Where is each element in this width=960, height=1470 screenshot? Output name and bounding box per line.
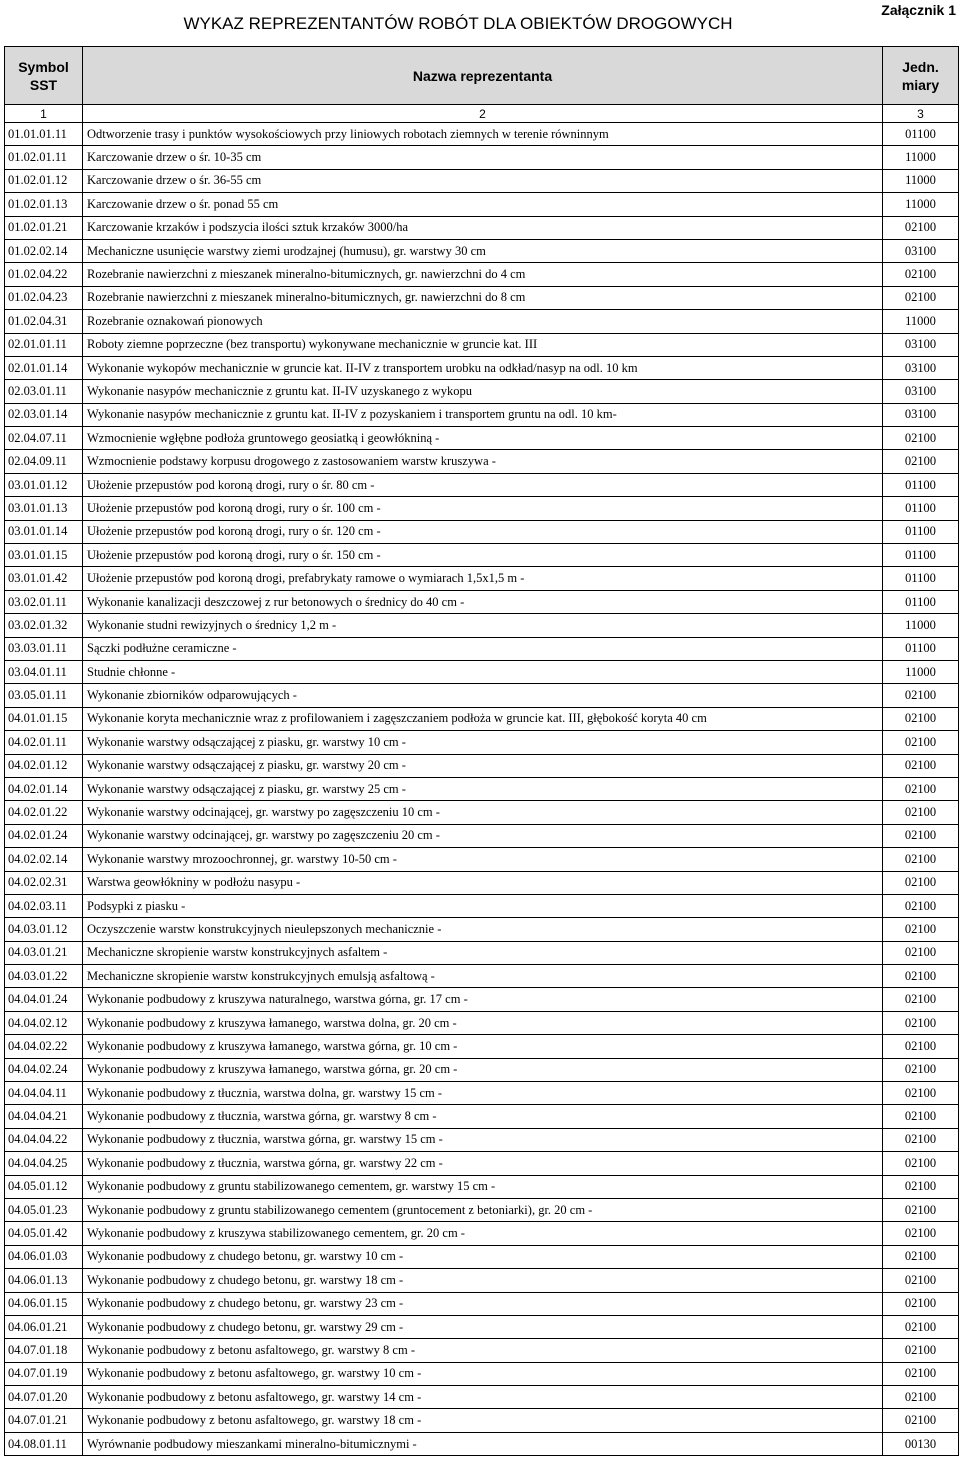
cell-unit: 02100 [883,1315,959,1338]
cell-unit: 02100 [883,1152,959,1175]
cell-code: 01.02.01.11 [5,146,83,169]
cell-code: 04.03.01.22 [5,965,83,988]
cell-unit: 02100 [883,1245,959,1268]
cell-code: 01.02.02.14 [5,239,83,262]
cell-name: Wykonanie podbudowy z kruszywa łamanego, warstwa górna, gr. 20 cm - [83,1058,883,1081]
cell-unit: 01100 [883,590,959,613]
cell-name: Wykonanie warstwy odsączającej z piasku, gr. warstwy 20 cm - [83,754,883,777]
cell-code: 04.04.04.21 [5,1105,83,1128]
cell-name: Karczowanie drzew o śr. ponad 55 cm [83,193,883,216]
cell-name: Wyrównanie podbudowy mieszankami mineralno-bitumicznymi - [83,1432,883,1455]
cell-code: 03.02.01.32 [5,614,83,637]
table-row [5,824,959,847]
cell-name: Wykonanie podbudowy z chudego betonu, gr. warstwy 18 cm - [83,1269,883,1292]
cell-unit: 02100 [883,754,959,777]
cell-name: Wykonanie studni rewizyjnych o średnicy 1,2 m - [83,614,883,637]
table-row [5,801,959,824]
table-row [5,123,959,146]
cell-code: 02.01.01.11 [5,333,83,356]
table-row [5,1222,959,1245]
cell-unit: 02100 [883,918,959,941]
cell-unit: 02100 [883,1011,959,1034]
table-row [5,380,959,403]
cell-unit: 03100 [883,333,959,356]
cell-name: Wykonanie warstwy odsączającej z piasku, gr. warstwy 25 cm - [83,777,883,800]
cell-name: Wykonanie podbudowy z gruntu stabilizowanego cementem (gruntocement z betoniarki), gr. 20 cm - [83,1198,883,1221]
cell-unit: 02100 [883,1362,959,1385]
cell-name: Wzmocnienie podstawy korpusu drogowego z zastosowaniem warstw kruszywa - [83,450,883,473]
cell-unit: 02100 [883,824,959,847]
table-row [5,777,959,800]
cell-name: Karczowanie drzew o śr. 36-55 cm [83,169,883,192]
cell-unit: 02100 [883,263,959,286]
cell-name: Sączki podłużne ceramiczne - [83,637,883,660]
cell-name: Podsypki z piasku - [83,894,883,917]
table-row [5,1409,959,1432]
table-row [5,1315,959,1338]
cell-name: Ułożenie przepustów pod koroną drogi, rury o śr. 150 cm - [83,544,883,567]
cell-unit: 02100 [883,707,959,730]
table-row [5,427,959,450]
table-row [5,1105,959,1128]
cell-code: 04.07.01.19 [5,1362,83,1385]
cell-code: 04.02.01.22 [5,801,83,824]
table-row [5,1386,959,1409]
cell-name: Ułożenie przepustów pod koroną drogi, prefabrykaty ramowe o wymiarach 1,5x1,5 m - [83,567,883,590]
cell-unit: 02100 [883,848,959,871]
cell-unit: 01100 [883,123,959,146]
cell-code: 04.04.01.24 [5,988,83,1011]
cell-code: 04.06.01.03 [5,1245,83,1268]
table-row [5,567,959,590]
cell-code: 04.02.03.11 [5,894,83,917]
cell-unit: 02100 [883,1035,959,1058]
cell-name: Wykonanie podbudowy z tłucznia, warstwa górna, gr. warstwy 8 cm - [83,1105,883,1128]
table-row [5,731,959,754]
cell-name: Mechaniczne skropienie warstw konstrukcyjnych asfaltem - [83,941,883,964]
table-row [5,263,959,286]
table-row [5,1292,959,1315]
cell-code: 04.04.04.22 [5,1128,83,1151]
cell-unit: 02100 [883,1198,959,1221]
cell-name: Wykonanie nasypów mechanicznie z gruntu kat. II-IV uzyskanego z wykopu [83,380,883,403]
cell-code: 04.04.04.11 [5,1082,83,1105]
table-row [5,848,959,871]
cell-code: 04.05.01.23 [5,1198,83,1221]
cell-unit: 01100 [883,544,959,567]
cell-name: Wykonanie podbudowy z kruszywa łamanego, warstwa górna, gr. 10 cm - [83,1035,883,1058]
cell-code: 03.01.01.15 [5,544,83,567]
cell-code: 03.01.01.42 [5,567,83,590]
cell-code: 04.07.01.18 [5,1339,83,1362]
table-row [5,544,959,567]
table-row [5,146,959,169]
cell-code: 01.01.01.11 [5,123,83,146]
cell-name: Wykonanie podbudowy z betonu asfaltowego, gr. warstwy 8 cm - [83,1339,883,1362]
cell-code: 02.03.01.11 [5,380,83,403]
cell-code: 04.04.04.25 [5,1152,83,1175]
cell-name: Wykonanie warstwy odcinającej, gr. warstwy po zagęszczeniu 10 cm - [83,801,883,824]
table-row [5,520,959,543]
table-body [5,123,959,1456]
annex-label: Załącznik 1 [881,2,956,18]
cell-name: Ułożenie przepustów pod koroną drogi, rury o śr. 80 cm - [83,473,883,496]
cell-unit: 01100 [883,567,959,590]
cell-name: Roboty ziemne poprzeczne (bez transportu) wykonywane mechanicznie w gruncie kat. III [83,333,883,356]
table-row [5,941,959,964]
table-row [5,988,959,1011]
table-row [5,894,959,917]
cell-code: 04.06.01.15 [5,1292,83,1315]
table-row [5,1432,959,1455]
cell-unit: 03100 [883,380,959,403]
cell-name: Rozebranie nawierzchni z mieszanek mineralno-bitumicznych, gr. nawierzchni do 4 cm [83,263,883,286]
cell-code: 04.02.01.12 [5,754,83,777]
cell-unit: 02100 [883,1128,959,1151]
column-number: 3 [883,105,959,123]
cell-code: 03.05.01.11 [5,684,83,707]
cell-code: 04.01.01.15 [5,707,83,730]
cell-code: 04.02.01.24 [5,824,83,847]
table-row [5,333,959,356]
cell-name: Wykonanie podbudowy z gruntu stabilizowanego cementem, gr. warstwy 15 cm - [83,1175,883,1198]
cell-unit: 02100 [883,684,959,707]
column-number: 2 [83,105,883,123]
table-row [5,1339,959,1362]
column-number: 1 [5,105,83,123]
cell-code: 04.05.01.12 [5,1175,83,1198]
cell-unit: 02100 [883,1292,959,1315]
cell-code: 04.08.01.11 [5,1432,83,1455]
cell-code: 03.03.01.11 [5,637,83,660]
cell-name: Wykonanie podbudowy z tłucznia, warstwa dolna, gr. warstwy 15 cm - [83,1082,883,1105]
table-row [5,590,959,613]
table-header-row [5,47,959,105]
cell-code: 04.03.01.21 [5,941,83,964]
cell-unit: 11000 [883,146,959,169]
cell-code: 01.02.04.23 [5,286,83,309]
cell-name: Wykonanie podbudowy z tłucznia, warstwa górna, gr. warstwy 22 cm - [83,1152,883,1175]
cell-code: 04.02.01.11 [5,731,83,754]
cell-code: 04.06.01.21 [5,1315,83,1338]
table-row [5,871,959,894]
table-row [5,356,959,379]
cell-unit: 02100 [883,216,959,239]
table-row [5,660,959,683]
cell-name: Mechaniczne usunięcie warstwy ziemi urodzajnej (humusu), gr. warstwy 30 cm [83,239,883,262]
cell-unit: 02100 [883,965,959,988]
cell-code: 03.02.01.11 [5,590,83,613]
cell-code: 04.02.01.14 [5,777,83,800]
cell-name: Wykonanie podbudowy z betonu asfaltowego, gr. warstwy 14 cm - [83,1386,883,1409]
cell-code: 04.04.02.22 [5,1035,83,1058]
cell-unit: 02100 [883,941,959,964]
cell-name: Wykonanie zbiorników odparowujących - [83,684,883,707]
cell-name: Wykonanie podbudowy z chudego betonu, gr. warstwy 29 cm - [83,1315,883,1338]
cell-code: 01.02.01.12 [5,169,83,192]
table-row [5,497,959,520]
table-row [5,286,959,309]
table-row [5,754,959,777]
table-row [5,193,959,216]
cell-code: 04.04.02.12 [5,1011,83,1034]
cell-name: Wykonanie wykopów mechanicznie w gruncie kat. II-IV z transportem urobku na odkład/nasyp na odl. 10 km [83,356,883,379]
table-row [5,1058,959,1081]
cell-unit: 02100 [883,894,959,917]
cell-unit: 02100 [883,988,959,1011]
cell-name: Ułożenie przepustów pod koroną drogi, rury o śr. 120 cm - [83,520,883,543]
cell-name: Wykonanie nasypów mechanicznie z gruntu kat. II-IV z pozyskaniem i transportem gruntu na odl. 10 km- [83,403,883,426]
cell-unit: 02100 [883,1082,959,1105]
cell-code: 04.02.02.31 [5,871,83,894]
cell-unit: 02100 [883,1175,959,1198]
table-row [5,1011,959,1034]
cell-code: 02.03.01.14 [5,403,83,426]
table-row [5,1245,959,1268]
cell-unit: 02100 [883,1409,959,1432]
cell-unit: 02100 [883,1058,959,1081]
cell-unit: 03100 [883,403,959,426]
cell-name: Wykonanie podbudowy z betonu asfaltowego, gr. warstwy 18 cm - [83,1409,883,1432]
cell-name: Karczowanie drzew o śr. 10-35 cm [83,146,883,169]
table-row [5,216,959,239]
cell-unit: 01100 [883,520,959,543]
cell-unit: 11000 [883,193,959,216]
cell-unit: 03100 [883,239,959,262]
cell-unit: 02100 [883,1269,959,1292]
cell-name: Studnie chłonne - [83,660,883,683]
document-title: WYKAZ REPREZENTANTÓW ROBÓT DLA OBIEKTÓW DROGOWYCH [183,14,733,33]
table-row [5,403,959,426]
table-row [5,1175,959,1198]
cell-name: Wykonanie warstwy odsączającej z piasku, gr. warstwy 10 cm - [83,731,883,754]
cell-code: 04.04.02.24 [5,1058,83,1081]
table-row [5,965,959,988]
cell-code: 01.02.04.22 [5,263,83,286]
cell-code: 04.05.01.42 [5,1222,83,1245]
cell-unit: 00130 [883,1432,959,1455]
cell-code: 02.04.07.11 [5,427,83,450]
table-row [5,1082,959,1105]
cell-name: Wykonanie podbudowy z chudego betonu, gr. warstwy 23 cm - [83,1292,883,1315]
column-header-unit: Jedn. miary [883,47,959,105]
cell-unit: 11000 [883,660,959,683]
cell-name: Ułożenie przepustów pod koroną drogi, rury o śr. 100 cm - [83,497,883,520]
table-row [5,637,959,660]
table-row [5,473,959,496]
table-row [5,239,959,262]
cell-unit: 02100 [883,1105,959,1128]
cell-code: 04.03.01.12 [5,918,83,941]
cell-name: Wykonanie podbudowy z betonu asfaltowego, gr. warstwy 10 cm - [83,1362,883,1385]
table-row [5,1035,959,1058]
cell-name: Wykonanie podbudowy z kruszywa naturalnego, warstwa górna, gr. 17 cm - [83,988,883,1011]
cell-unit: 01100 [883,637,959,660]
cell-unit: 02100 [883,871,959,894]
cell-unit: 01100 [883,497,959,520]
table-row [5,1269,959,1292]
representatives-table [4,46,959,1456]
table-row [5,1128,959,1151]
cell-code: 03.04.01.11 [5,660,83,683]
column-header-code: Symbol SST [5,47,83,105]
cell-name: Wykonanie kanalizacji deszczowej z rur betonowych o średnicy do 40 cm - [83,590,883,613]
cell-name: Wykonanie podbudowy z chudego betonu, gr. warstwy 10 cm - [83,1245,883,1268]
cell-code: 02.01.01.14 [5,356,83,379]
cell-name: Warstwa geowłókniny w podłożu nasypu - [83,871,883,894]
table-row [5,918,959,941]
cell-unit: 02100 [883,1222,959,1245]
table-row [5,1198,959,1221]
cell-code: 02.04.09.11 [5,450,83,473]
table-row [5,1362,959,1385]
cell-name: Mechaniczne skropienie warstw konstrukcyjnych emulsją asfaltową - [83,965,883,988]
cell-code: 03.01.01.13 [5,497,83,520]
cell-name: Rozebranie oznakowań pionowych [83,310,883,333]
cell-unit: 02100 [883,1386,959,1409]
cell-unit: 02100 [883,286,959,309]
cell-unit: 11000 [883,310,959,333]
cell-unit: 11000 [883,614,959,637]
cell-unit: 11000 [883,169,959,192]
cell-name: Wykonanie warstwy odcinającej, gr. warstwy po zagęszczeniu 20 cm - [83,824,883,847]
cell-code: 01.02.01.13 [5,193,83,216]
table-row [5,1152,959,1175]
cell-name: Wykonanie koryta mechanicznie wraz z profilowaniem i zagęszczaniem podłoża w gruncie kat. III, głębokość koryta 40 cm [83,707,883,730]
cell-code: 04.07.01.20 [5,1386,83,1409]
cell-name: Wykonanie podbudowy z tłucznia, warstwa górna, gr. warstwy 15 cm - [83,1128,883,1151]
cell-code: 04.07.01.21 [5,1409,83,1432]
cell-unit: 01100 [883,473,959,496]
cell-unit: 02100 [883,731,959,754]
cell-name: Wykonanie podbudowy z kruszywa stabilizowanego cementem, gr. 20 cm - [83,1222,883,1245]
cell-name: Wykonanie warstwy mrozoochronnej, gr. warstwy 10-50 cm - [83,848,883,871]
cell-name: Karczowanie krzaków i podszycia ilości sztuk krzaków 3000/ha [83,216,883,239]
cell-unit: 02100 [883,777,959,800]
cell-name: Rozebranie nawierzchni z mieszanek mineralno-bitumicznych, gr. nawierzchni do 8 cm [83,286,883,309]
table-row [5,684,959,707]
cell-unit: 02100 [883,801,959,824]
cell-code: 04.06.01.13 [5,1269,83,1292]
table-row [5,614,959,637]
cell-unit: 02100 [883,427,959,450]
cell-unit: 03100 [883,356,959,379]
cell-code: 01.02.01.21 [5,216,83,239]
table-row [5,169,959,192]
cell-code: 04.02.02.14 [5,848,83,871]
cell-unit: 02100 [883,1339,959,1362]
cell-unit: 02100 [883,450,959,473]
cell-name: Wzmocnienie wgłębne podłoża gruntowego geosiatką i geowłókniną - [83,427,883,450]
table-row [5,707,959,730]
cell-code: 01.02.04.31 [5,310,83,333]
cell-name: Wykonanie podbudowy z kruszywa łamanego, warstwa dolna, gr. 20 cm - [83,1011,883,1034]
cell-name: Oczyszczenie warstw konstrukcyjnych nieulepszonych mechanicznie - [83,918,883,941]
column-header-name: Nazwa reprezentanta [83,47,883,105]
column-number-row [5,105,959,123]
cell-code: 03.01.01.12 [5,473,83,496]
table-row [5,310,959,333]
table-row [5,450,959,473]
cell-name: Odtworzenie trasy i punktów wysokościowych przy liniowych robotach ziemnych w terenie równinnym [83,123,883,146]
cell-code: 03.01.01.14 [5,520,83,543]
